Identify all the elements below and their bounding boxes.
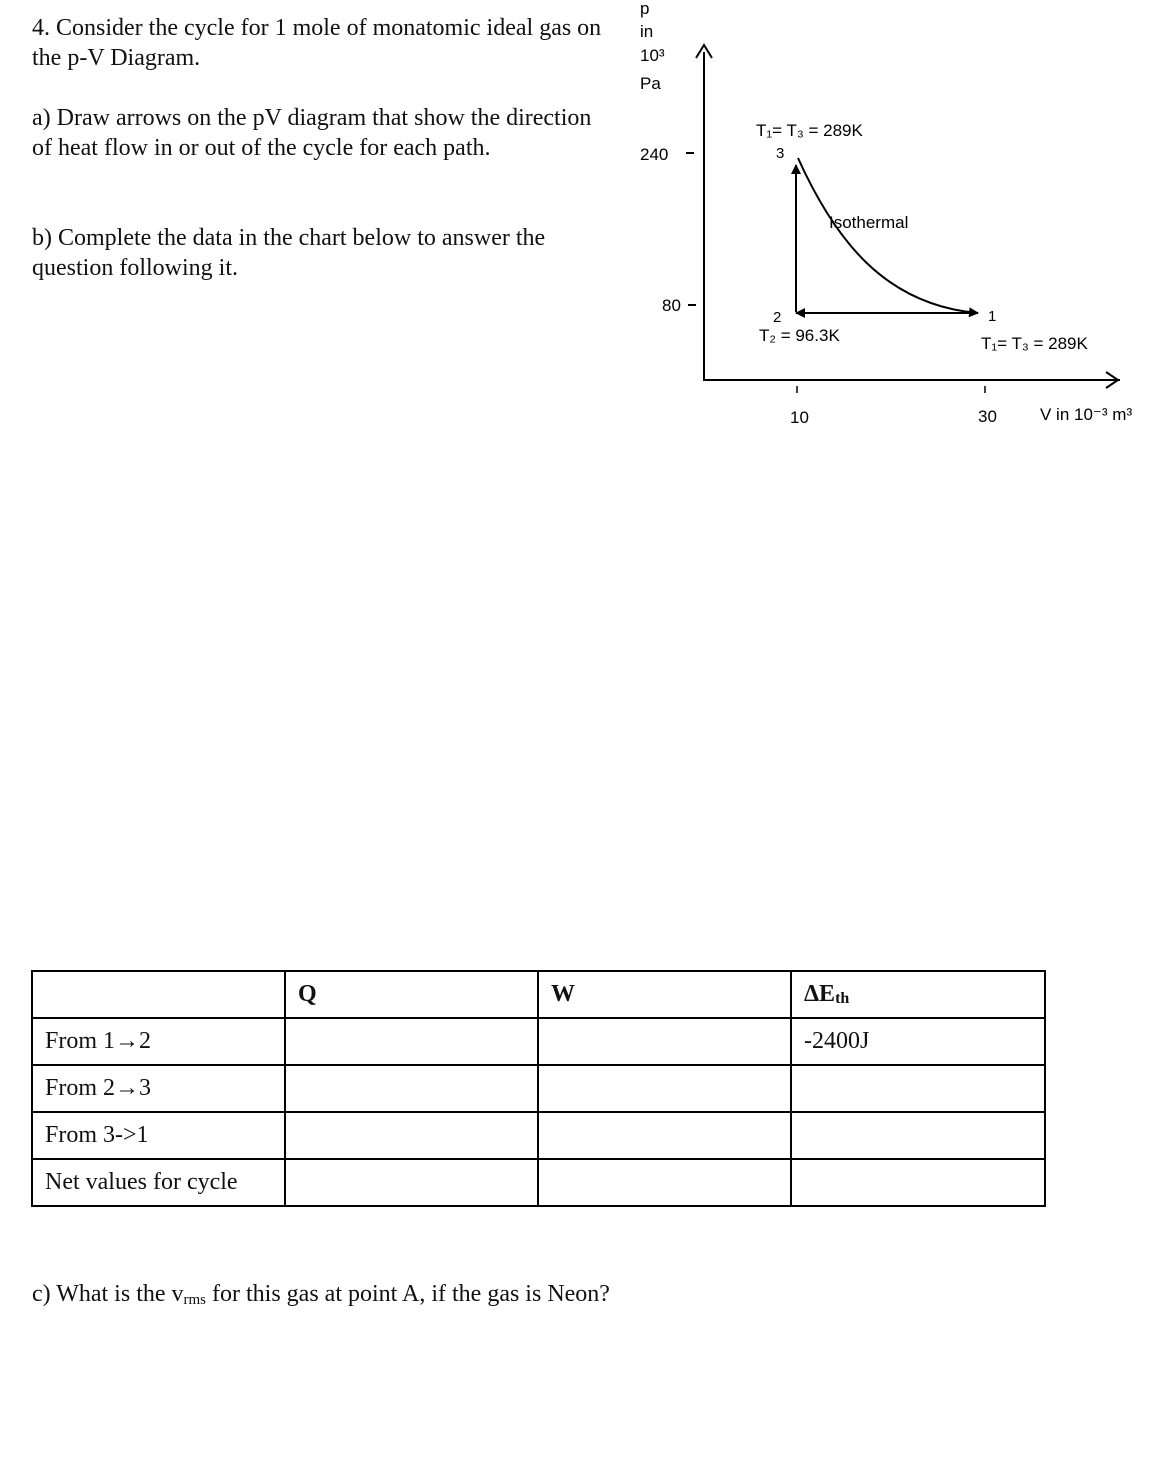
point-2-label: 2 bbox=[773, 309, 782, 326]
cell-q[interactable] bbox=[285, 1018, 538, 1065]
header-w: W bbox=[538, 971, 791, 1018]
cell-delta-e[interactable] bbox=[791, 1065, 1045, 1112]
row-label: From 3->1 bbox=[32, 1112, 285, 1159]
temp-label-mid: T₂ = 96.3K bbox=[759, 326, 840, 345]
table-row bbox=[32, 1065, 1045, 1112]
cell-w[interactable] bbox=[538, 1018, 791, 1065]
y-tick-label-80: 80 bbox=[662, 296, 681, 315]
temp-label-right: T₁= T₃ = 289K bbox=[981, 334, 1088, 353]
y-label-in: in bbox=[640, 22, 654, 41]
header-delta-e-sub: th bbox=[835, 990, 850, 1007]
cell-w[interactable] bbox=[538, 1159, 791, 1206]
question-intro: 4. Consider the cycle for 1 mole of monatomic ideal gas on the p-V Diagram. bbox=[32, 15, 602, 71]
header-blank bbox=[32, 971, 285, 1018]
data-table bbox=[31, 970, 1046, 1207]
question-part-b: b) Complete the data in the chart below to answer the question following it. bbox=[32, 225, 546, 281]
table-row bbox=[32, 1159, 1045, 1206]
table-row bbox=[32, 1112, 1045, 1159]
cell-delta-e[interactable] bbox=[791, 1112, 1045, 1159]
cell-delta-e[interactable]: -2400J bbox=[791, 1018, 1045, 1065]
row-label: From 2→3 bbox=[32, 1065, 285, 1112]
row-label: Net values for cycle bbox=[32, 1159, 285, 1206]
header-q: Q bbox=[285, 971, 538, 1018]
y-label-exp: 10³ bbox=[640, 46, 665, 65]
question-part-c bbox=[32, 1279, 932, 1315]
cell-q[interactable] bbox=[285, 1112, 538, 1159]
row-label: From 1→2 bbox=[32, 1018, 285, 1065]
cell-q[interactable] bbox=[285, 1159, 538, 1206]
cell-w[interactable] bbox=[538, 1065, 791, 1112]
header-delta-e-main: ΔE bbox=[804, 981, 836, 1007]
cell-delta-e[interactable] bbox=[791, 1159, 1045, 1206]
y-label-unit: Pa bbox=[640, 74, 661, 93]
point-1-label: 1 bbox=[988, 308, 997, 325]
question-part-c-rest: for this gas at point A, if the gas is Neon? bbox=[206, 1281, 610, 1307]
x-tick-label-10: 10 bbox=[790, 408, 809, 427]
pv-diagram bbox=[600, 0, 1160, 440]
temp-label-top: T₁= T₃ = 289K bbox=[756, 121, 863, 140]
x-axis-label: V in 10⁻³ m³ bbox=[1040, 405, 1133, 424]
cell-w[interactable] bbox=[538, 1112, 791, 1159]
table-row bbox=[32, 1018, 1045, 1065]
isothermal-label: Isothermal bbox=[829, 213, 909, 232]
y-label-p: p bbox=[640, 0, 650, 18]
question-part-c-text: c) What is the v bbox=[32, 1281, 184, 1307]
isothermal-curve bbox=[798, 158, 978, 313]
table-header-row bbox=[32, 971, 1045, 1018]
point-3-label: 3 bbox=[776, 145, 785, 162]
cell-q[interactable] bbox=[285, 1065, 538, 1112]
y-tick-label-240: 240 bbox=[640, 145, 669, 164]
question-part-a: a) Draw arrows on the pV diagram that show the direction of heat flow in or out of the cycle for each path. bbox=[32, 105, 592, 161]
x-tick-label-30: 30 bbox=[978, 407, 997, 426]
header-delta-e bbox=[791, 971, 1045, 1018]
vrms-subscript: rms bbox=[183, 1292, 207, 1308]
